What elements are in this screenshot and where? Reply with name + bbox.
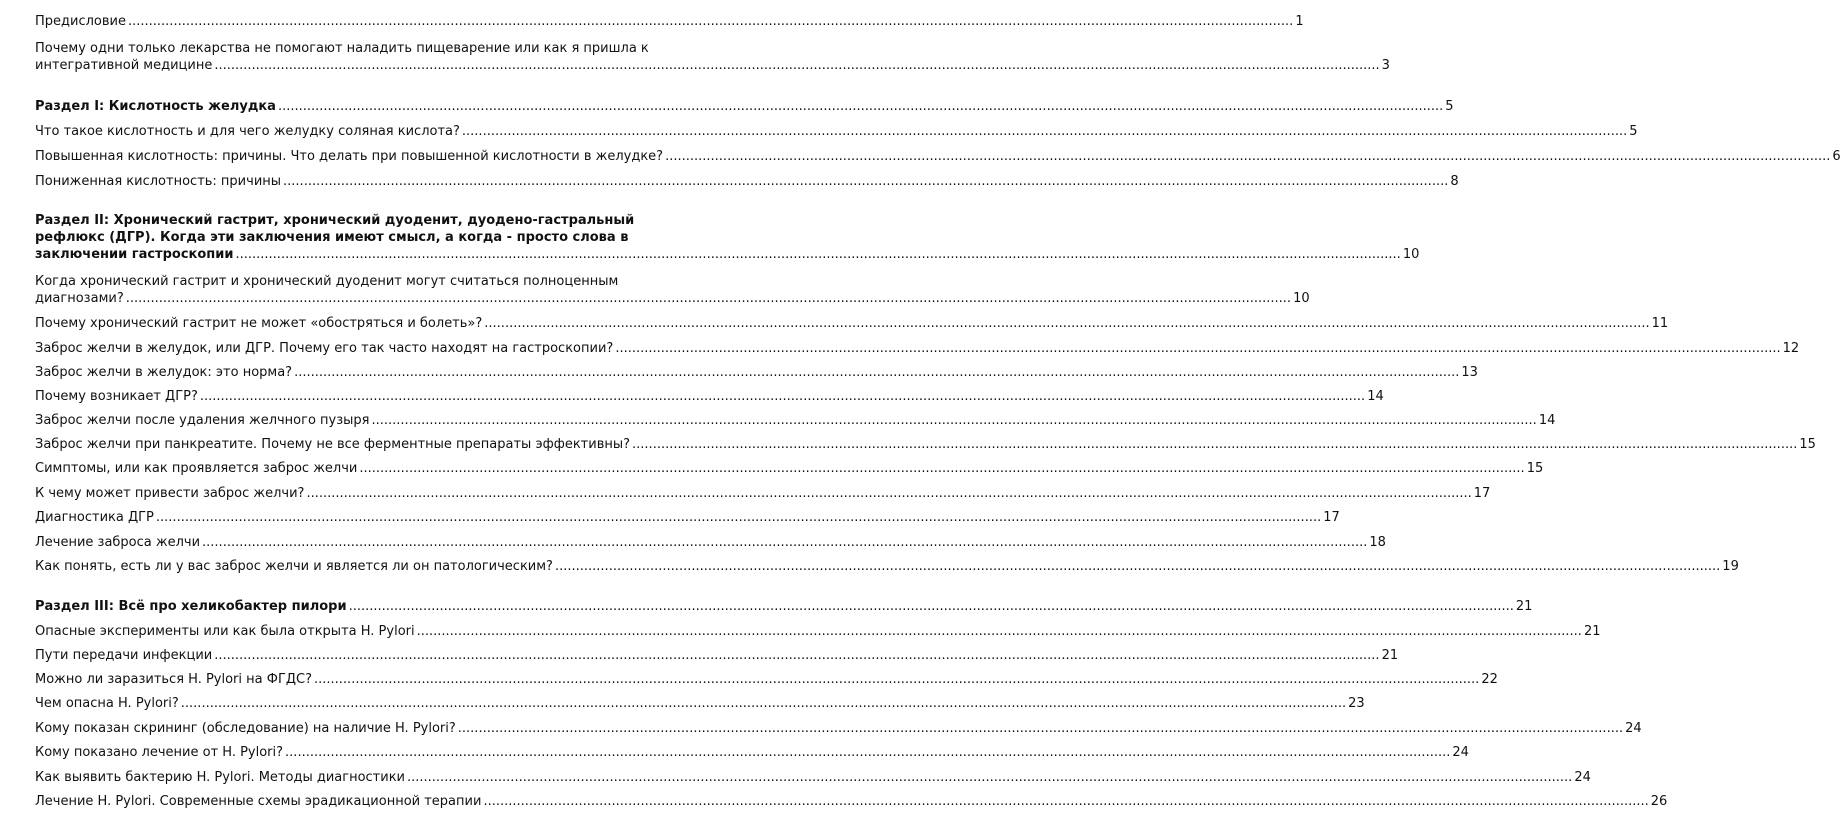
dot-leader [357,460,1526,477]
dot-leader [179,695,1348,712]
toc-entry-page: 11 [1651,316,1669,331]
toc-entry-page: 17 [1473,486,1491,501]
section-title-line2: рефлюкс (ДГР). Когда эти заключения имеют смысл, а когда - просто слова в [35,230,629,245]
toc-entry-title: Заброс желчи при панкреатите. Почему не все ферментные препараты эффективны? [35,437,631,452]
toc-entry-title: Что такое кислотность и для чего желудку соляная кислота? [35,124,460,139]
toc-entry-page: 5 [1629,124,1638,139]
dot-leader [663,148,1832,165]
toc-entry-page: 14 [1367,389,1384,404]
dot-leader [276,98,1445,115]
toc-entry[interactable] [35,340,1800,357]
toc-entry-page: 10 [1293,291,1310,306]
dot-leader [212,647,1381,664]
toc-entry[interactable] [35,412,1556,429]
toc-entry-title-line2: интегративной медицине [35,58,213,73]
dot-leader [370,412,1539,429]
toc-entry-title: Как понять, есть ли у вас заброс желчи и является ли он патологическим? [35,559,553,574]
toc-entry-page: 21 [1381,648,1399,663]
toc-entry-page: 8 [1450,174,1459,189]
toc-entry-title: Почему возникает ДГР? [35,389,198,404]
toc-entry-page: 19 [1722,559,1739,574]
dot-leader [312,671,1481,688]
toc-entry-title: Чем опасна H. Pylori? [35,696,179,711]
toc-entry-title-line1: Когда хронический гастрит и хронический дуоденит могут считаться полноценным [35,274,619,289]
toc-entry[interactable] [35,558,1739,575]
toc-entry-title: Можно ли заразиться H. Pylori на ФГДС? [35,672,312,687]
dot-leader [482,315,1651,332]
dot-leader [456,720,1625,737]
toc-entry[interactable] [35,460,1544,477]
toc-entry-title: Заброс желчи после удаления желчного пузыря [35,413,370,428]
toc-entry[interactable] [35,534,1386,551]
toc-entry[interactable] [35,148,1841,165]
toc-entry-page: 23 [1348,696,1365,711]
toc-entry-page: 17 [1323,510,1340,525]
toc-entry-page: 3 [1381,58,1390,73]
toc-entry-title: Заброс желчи в желудок, или ДГР. Почему его так часто находят на гастроскопии? [35,341,614,356]
toc-entry-title: Как выявить бактерию H. Pylori. Методы диагностики [35,770,405,785]
dot-leader [212,57,1381,74]
toc-entry[interactable] [35,123,1638,140]
toc-entry-page: 21 [1583,624,1601,639]
toc-entry-title: Пониженная кислотность: причины [35,174,282,189]
toc-entry-page: 1 [1295,14,1304,29]
toc-entry[interactable] [35,436,1816,453]
dot-leader [124,290,1293,307]
toc-section-1-heading[interactable] [35,98,1454,115]
toc-entry-title: Лечение заброса желчи [35,535,201,550]
toc-entry-title: Почему хронический гастрит не может «обостряться и болеть»? [35,316,483,331]
dot-leader [415,623,1584,640]
toc-entry[interactable] [35,315,1669,332]
toc-entry[interactable] [35,647,1399,664]
toc-section-3-heading[interactable] [35,598,1533,615]
section-page: 10 [1402,247,1420,262]
toc-entry-title: Кому показано лечение от H. Pylori? [35,745,284,760]
toc-entry[interactable] [35,623,1601,640]
dot-leader [200,534,1369,551]
dot-leader [304,485,1473,502]
dot-leader [283,744,1452,761]
toc-entry[interactable] [35,744,1469,761]
section-page: 21 [1515,599,1533,614]
dot-leader [292,364,1461,381]
toc-entry-title-line2: диагнозами? [35,291,124,306]
dot-leader [347,598,1516,615]
toc-entry-title: Диагностика ДГР [35,510,154,525]
toc-entry-page: 15 [1526,461,1544,476]
dot-leader [281,173,1450,190]
toc-entry[interactable] [35,273,1310,307]
toc-entry-preface[interactable] [35,13,1304,30]
dot-leader [630,436,1799,453]
dot-leader [198,388,1367,405]
toc-entry-title: Заброс желчи в желудок: это норма? [35,365,293,380]
toc-entry-title: Лечение H. Pylori. Современные схемы эрадикационной терапии [35,794,482,809]
toc-entry-why-meds[interactable] [35,40,1390,74]
toc-entry-title: Опасные эксперименты или как была открыта H. Pylori [35,624,415,639]
toc-entry-title: Кому показан скрининг (обследование) на наличие H. Pylori? [35,721,456,736]
toc-section-2-heading[interactable] [35,212,1420,263]
dot-leader [154,509,1323,526]
toc-entry-page: 26 [1650,794,1668,809]
toc-entry-page: 13 [1461,365,1478,380]
dot-leader [233,246,1402,263]
section-title-line3: заключении гастроскопии [35,247,234,262]
dot-leader [553,558,1722,575]
toc-entry-page: 24 [1574,770,1591,785]
toc-entry[interactable] [35,364,1478,381]
toc-entry-page: 6 [1832,149,1841,164]
toc-entry[interactable] [35,485,1491,502]
dot-leader [460,123,1629,140]
toc-entry-page: 15 [1799,437,1816,452]
toc-entry-title: Повышенная кислотность: причины. Что делать при повышенной кислотности в желудке? [35,149,664,164]
toc-entry-page: 12 [1782,341,1800,356]
toc-entry[interactable] [35,173,1459,190]
dot-leader [405,769,1574,786]
toc-entry-page: 24 [1452,745,1469,760]
section-page: 5 [1445,99,1454,114]
toc-entry-page: 14 [1538,413,1556,428]
dot-leader [126,13,1295,30]
section-title-line1: Раздел II: Хронический гастрит, хронический дуоденит, дуодено-гастральный [35,213,635,228]
toc-entry-page: 22 [1481,672,1498,687]
toc-entry-page: 24 [1625,721,1642,736]
toc-entry-page: 18 [1369,535,1386,550]
toc-entry[interactable] [35,509,1340,526]
toc-entry-title: Предисловие [35,14,126,29]
dot-leader [481,793,1650,810]
toc-entry[interactable] [35,695,1365,712]
toc-entry[interactable] [35,388,1384,405]
toc-entry-title: Симптомы, или как проявляется заброс желчи [35,461,358,476]
section-title: Раздел III: Всё про хеликобактер пилори [35,599,347,614]
dot-leader [613,340,1782,357]
toc-entry-title-line1: Почему одни только лекарства не помогают наладить пищеварение или как я пришла к [35,41,649,56]
toc-entry-title: Пути передачи инфекции [35,648,213,663]
toc-entry-title: К чему может привести заброс желчи? [35,486,305,501]
toc-entry[interactable] [35,671,1498,688]
toc-entry[interactable] [35,720,1642,737]
section-title: Раздел I: Кислотность желудка [35,99,276,114]
toc-entry[interactable] [35,769,1591,786]
toc-entry[interactable] [35,793,1668,810]
